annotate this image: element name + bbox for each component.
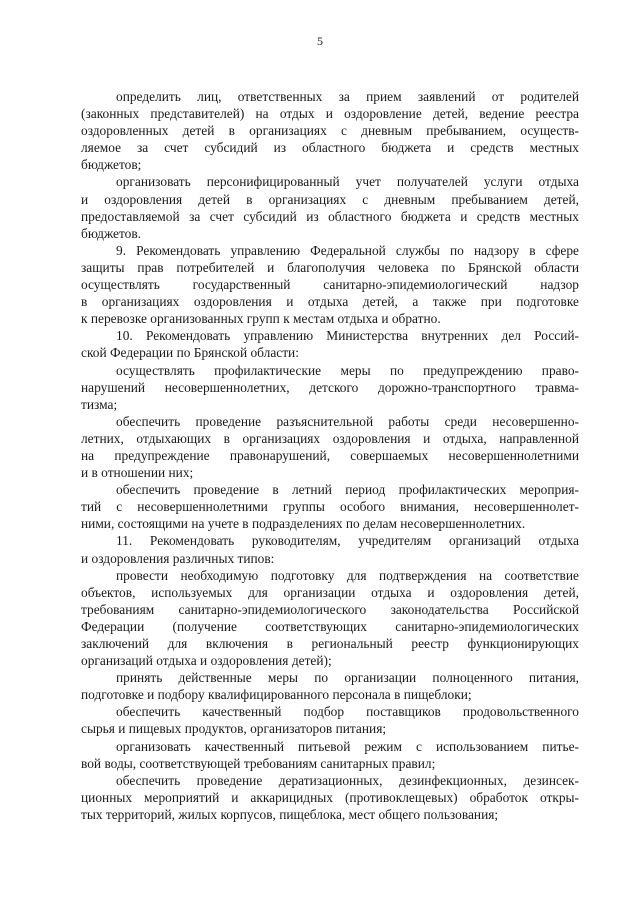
- text-line: и в отношении них;: [81, 465, 194, 481]
- text-line: принять действенные меры по организации полноценного питания,: [116, 670, 579, 686]
- text-line: к перевозке организованных групп к местам отдыха и обратно.: [81, 311, 441, 327]
- text-line: (законных представителей) на отдых и оздоровление детей, ведение реестра: [81, 106, 579, 122]
- text-line: заключений для включения в региональный реестр функционирующих: [81, 636, 579, 651]
- text-line: и оздоровления различных типов:: [81, 550, 275, 566]
- text-line: требованиям санитарно-эпидемиологического законодательства Российской: [81, 601, 579, 617]
- text-line: оздоровленных детей в организациях с дневным пребыванием, осуществ-: [81, 123, 579, 139]
- text-line: организовать персонифицированный учет получателей услуги отдыха: [116, 174, 579, 190]
- text-line: в организациях оздоровления и отдыха детей, а также при подготовке: [81, 294, 579, 310]
- text-line: 10. Рекомендовать управлению Министерства внутренних дел Россий-: [116, 328, 579, 344]
- text-line: ской Федерации по Брянской области:: [81, 345, 299, 361]
- paragraph: [81, 413, 579, 481]
- text-line: ними, состоящими на учете в подразделениях по делам несовершеннолетних.: [81, 516, 526, 532]
- text-line: тых территорий, жилых корпусов, пищеблока, мест общего пользования;: [81, 806, 499, 822]
- paragraph: [81, 532, 579, 566]
- text-line: 9. Рекомендовать управлению Федеральной службы по надзору в сфере: [116, 242, 579, 258]
- text-line: организаций отдыха и оздоровления детей);: [81, 653, 332, 669]
- text-line: осуществлять государственный санитарно-эпидемиологический надзор: [81, 277, 579, 293]
- text-line: осуществлять профилактические меры по предупреждению право-: [116, 362, 579, 378]
- text-line: сырья и пищевых продуктов, организаторов питания;: [81, 721, 387, 737]
- text-line: обеспечить проведение в летний период профилактических мероприя-: [116, 482, 579, 498]
- text-line: вой воды, соответствующей требованиям санитарных правил;: [81, 755, 436, 771]
- text-line: бюджетов.: [81, 225, 142, 241]
- text-line: нарушений несовершеннолетних, детского дорожно-транспортного травма-: [81, 379, 579, 395]
- text-line: провести необходимую подготовку для подтверждения на соответствие: [116, 567, 579, 583]
- text-line: тизма;: [81, 396, 118, 412]
- paragraph: [81, 88, 579, 173]
- paragraph: [81, 327, 579, 361]
- text-line: и оздоровления детей в организациях с дневным пребыванием детей,: [81, 191, 579, 207]
- paragraph: [81, 738, 579, 772]
- text-line: ционных мероприятий и аккарицидных (противоклещевых) обработок откры-: [81, 789, 579, 805]
- text-line: на предупреждение правонарушений, совершаемых несовершеннолетними: [81, 447, 579, 463]
- text-line: определить лиц, ответственных за прием заявлений от родителей: [116, 89, 579, 104]
- paragraph: [81, 669, 579, 703]
- text-line: предоставляемой за счет субсидий из областного бюджета и средств местных: [81, 208, 579, 224]
- text-line: летних, отдыхающих в организациях оздоровления и отдыха, направленной: [81, 430, 579, 446]
- text-line: обеспечить качественный подбор поставщиков продовольственного: [116, 704, 579, 720]
- paragraph: [81, 772, 579, 823]
- text-line: тий с несовершеннолетними группы особого внимания, несовершеннолет-: [81, 499, 579, 515]
- paragraph: [81, 362, 579, 413]
- paragraph: [81, 703, 579, 737]
- paragraph: [81, 173, 579, 241]
- text-line: защиты прав потребителей и благополучия человека по Брянской области: [81, 259, 579, 275]
- page-number: 5: [317, 34, 323, 48]
- paragraph: [81, 481, 579, 532]
- text-line: 11. Рекомендовать руководителям, учредителям организаций отдыха: [116, 533, 579, 549]
- text-line: Федерации (получение соответствующих санитарно-эпидемиологических: [81, 618, 579, 634]
- text-line: ляемое за счет субсидий из областного бюджета и средств местных: [81, 140, 579, 156]
- text-line: объектов, используемых для организации отдыха и оздоровления детей,: [81, 584, 579, 600]
- text-line: подготовке и подбору квалифицированного персонала в пищеблоки;: [81, 687, 472, 703]
- document-body: [81, 88, 579, 823]
- text-line: организовать качественный питьевой режим с использованием питье-: [116, 738, 579, 754]
- paragraph: [81, 567, 579, 670]
- text-line: обеспечить проведение дератизационных, дезинфекционных, дезинсек-: [116, 772, 579, 788]
- text-line: бюджетов;: [81, 157, 142, 173]
- text-line: обеспечить проведение разъяснительной работы среди несовершенно-: [116, 413, 579, 429]
- paragraph: [81, 242, 579, 327]
